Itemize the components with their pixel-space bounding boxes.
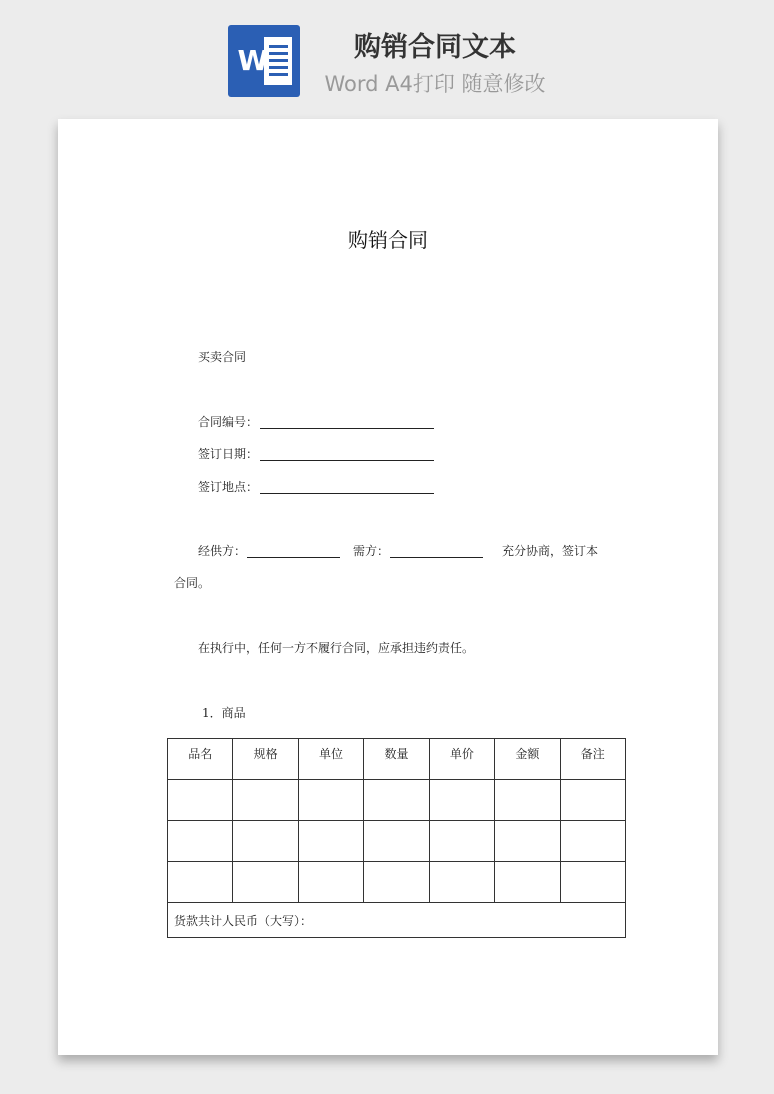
breach-clause: 在执行中，任何一方不履行合同，应承担违约责任。 (198, 641, 475, 655)
header-subtitle: Word A4打印 随意修改 (324, 72, 546, 96)
table-cell[interactable] (495, 780, 560, 821)
buyer-label: 需方： (353, 544, 390, 558)
sign-date-field[interactable] (260, 460, 434, 461)
col-header-spec: 规格 (233, 739, 298, 780)
table-cell[interactable] (298, 780, 363, 821)
supplier-field[interactable] (247, 557, 340, 558)
table-row (168, 821, 626, 862)
table-cell[interactable] (364, 821, 429, 862)
table-cell[interactable] (298, 862, 363, 903)
table-cell[interactable] (298, 821, 363, 862)
col-header-remarks: 备注 (560, 739, 625, 780)
table-cell[interactable] (364, 862, 429, 903)
contract-no-field[interactable] (260, 428, 434, 429)
table-row (168, 862, 626, 903)
goods-table (167, 738, 626, 938)
sign-place-label: 签订地点： (198, 480, 259, 494)
table-cell[interactable] (168, 780, 233, 821)
document-page (58, 119, 718, 1055)
table-cell[interactable] (168, 862, 233, 903)
col-header-unit: 单位 (298, 739, 363, 780)
header-title: 购销合同文本 (354, 32, 516, 63)
page-header (0, 0, 774, 110)
sign-date-label: 签订日期： (198, 447, 259, 461)
word-icon: W (228, 25, 300, 97)
table-total-row (168, 903, 626, 938)
table-cell[interactable] (560, 780, 625, 821)
table-cell[interactable] (429, 821, 494, 862)
contract-type-label: 买卖合同 (198, 350, 247, 364)
table-cell[interactable] (429, 862, 494, 903)
buyer-field[interactable] (390, 557, 483, 558)
table-cell[interactable] (495, 862, 560, 903)
agreement-continuation: 合同。 (174, 576, 211, 590)
contract-no-label: 合同编号： (198, 415, 259, 429)
supplier-label: 经供方： (198, 544, 247, 558)
col-header-unit-price: 单价 (429, 739, 494, 780)
agreement-text: 充分协商，签订本 (502, 544, 599, 558)
section-goods-heading: 1．商品 (202, 706, 246, 720)
col-header-name: 品名 (168, 739, 233, 780)
table-cell[interactable] (429, 780, 494, 821)
table-header-row (168, 739, 626, 780)
table-cell[interactable] (233, 780, 298, 821)
table-cell[interactable] (168, 821, 233, 862)
document-title: 购销合同 (348, 228, 428, 252)
table-cell[interactable] (495, 821, 560, 862)
sign-place-field[interactable] (260, 493, 434, 494)
table-cell[interactable] (560, 862, 625, 903)
total-amount-label[interactable]: 货款共计人民币（大写）： (168, 903, 626, 938)
table-row (168, 780, 626, 821)
col-header-amount: 金额 (495, 739, 560, 780)
table-cell[interactable] (233, 821, 298, 862)
table-cell[interactable] (560, 821, 625, 862)
table-cell[interactable] (233, 862, 298, 903)
col-header-quantity: 数量 (364, 739, 429, 780)
table-cell[interactable] (364, 780, 429, 821)
